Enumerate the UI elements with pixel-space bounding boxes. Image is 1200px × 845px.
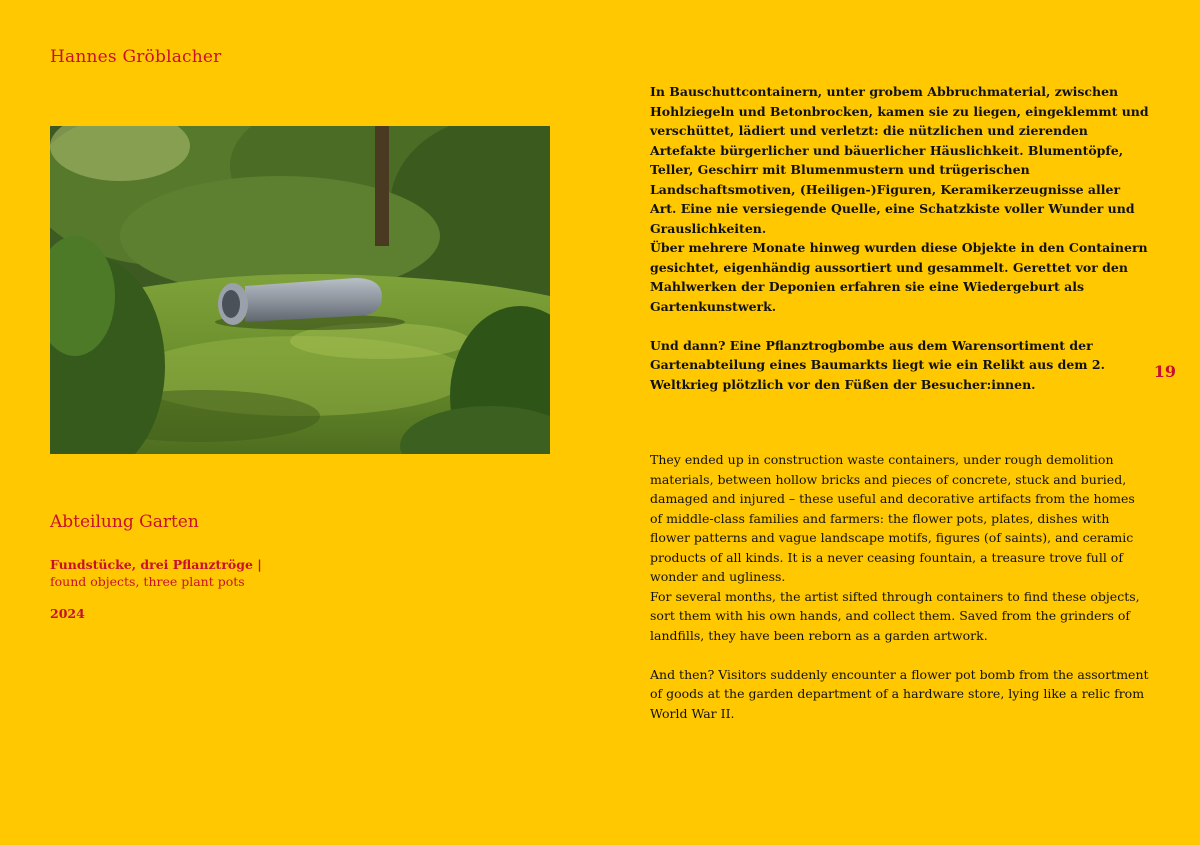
english-paragraph: They ended up in construction waste containers, under rough demolition materials, between hollow bricks and pieces of concrete, stuck and buried, damaged and injured – these useful and decorative artifacts from the homes of middle-class families and farmers: the flower pots, plates, dishes with flower patterns and vague landscape motifs, figures (of saints), and ceramic products of all kinds. It is a never ceasing fountain, a treasure trove full of wonder and ugliness. <box>650 452 1135 584</box>
english-description <box>650 450 1150 723</box>
german-description <box>650 82 1150 394</box>
artwork-photo <box>50 126 550 454</box>
english-paragraph: For several months, the artist sifted through containers to find these objects, sort them with his own hands, and collect them. Saved from the grinders of landfills, they have been reborn as a garden artwork. <box>650 588 1140 643</box>
medium-german: Fundstücke, drei Pflanztröge | <box>50 557 262 572</box>
german-paragraph: In Bauschuttcontainern, unter grobem Abbruchmaterial, zwischen Hohlziegeln und Betonbrocken, kamen sie zu liegen, eingeklemmt und verschüttet, lädiert und verletzt: die nützlichen und zierenden Artefakte bürgerlicher und bäuerlicher Häuslichkeit. Blumentöpfe, Teller, Geschirr mit Blumenmustern und trügerischen Landschaftsmotiven, (Heiligen-)Figuren, Keramikerzeugnisse aller Art. Eine nie versiegende Quelle, eine Schatzkiste voller Wunder und Grauslichkeiten. <box>650 84 1149 236</box>
german-paragraph: Und dann? Eine Pflanztrogbombe aus dem Warensortiment der Gartenabteilung eines Baumarkts liegt wie ein Relikt aus dem 2. Weltkrieg plötzlich vor den Füßen der Besucher:innen. <box>650 337 1105 392</box>
work-medium <box>50 556 262 590</box>
german-paragraph: Über mehrere Monate hinweg wurden diese Objekte in den Containern gesichtet, eigenhändig aussortiert und gesammelt. Gerettet vor den Mahlwerken der Deponien erfahren sie eine Wiedergeburt als Gartenkunstwerk. <box>650 240 1148 314</box>
work-year: 2024 <box>50 606 85 621</box>
medium-english: found objects, three plant pots <box>50 574 245 589</box>
english-paragraph: And then? Visitors suddenly encounter a flower pot bomb from the assortment of goods at the garden department of a hardware store, lying like a relic from World War II. <box>650 666 1149 721</box>
artist-name: Hannes Gröblacher <box>50 47 222 67</box>
page-number: 19 <box>1153 362 1176 381</box>
work-title: Abteilung Garten <box>50 512 199 532</box>
